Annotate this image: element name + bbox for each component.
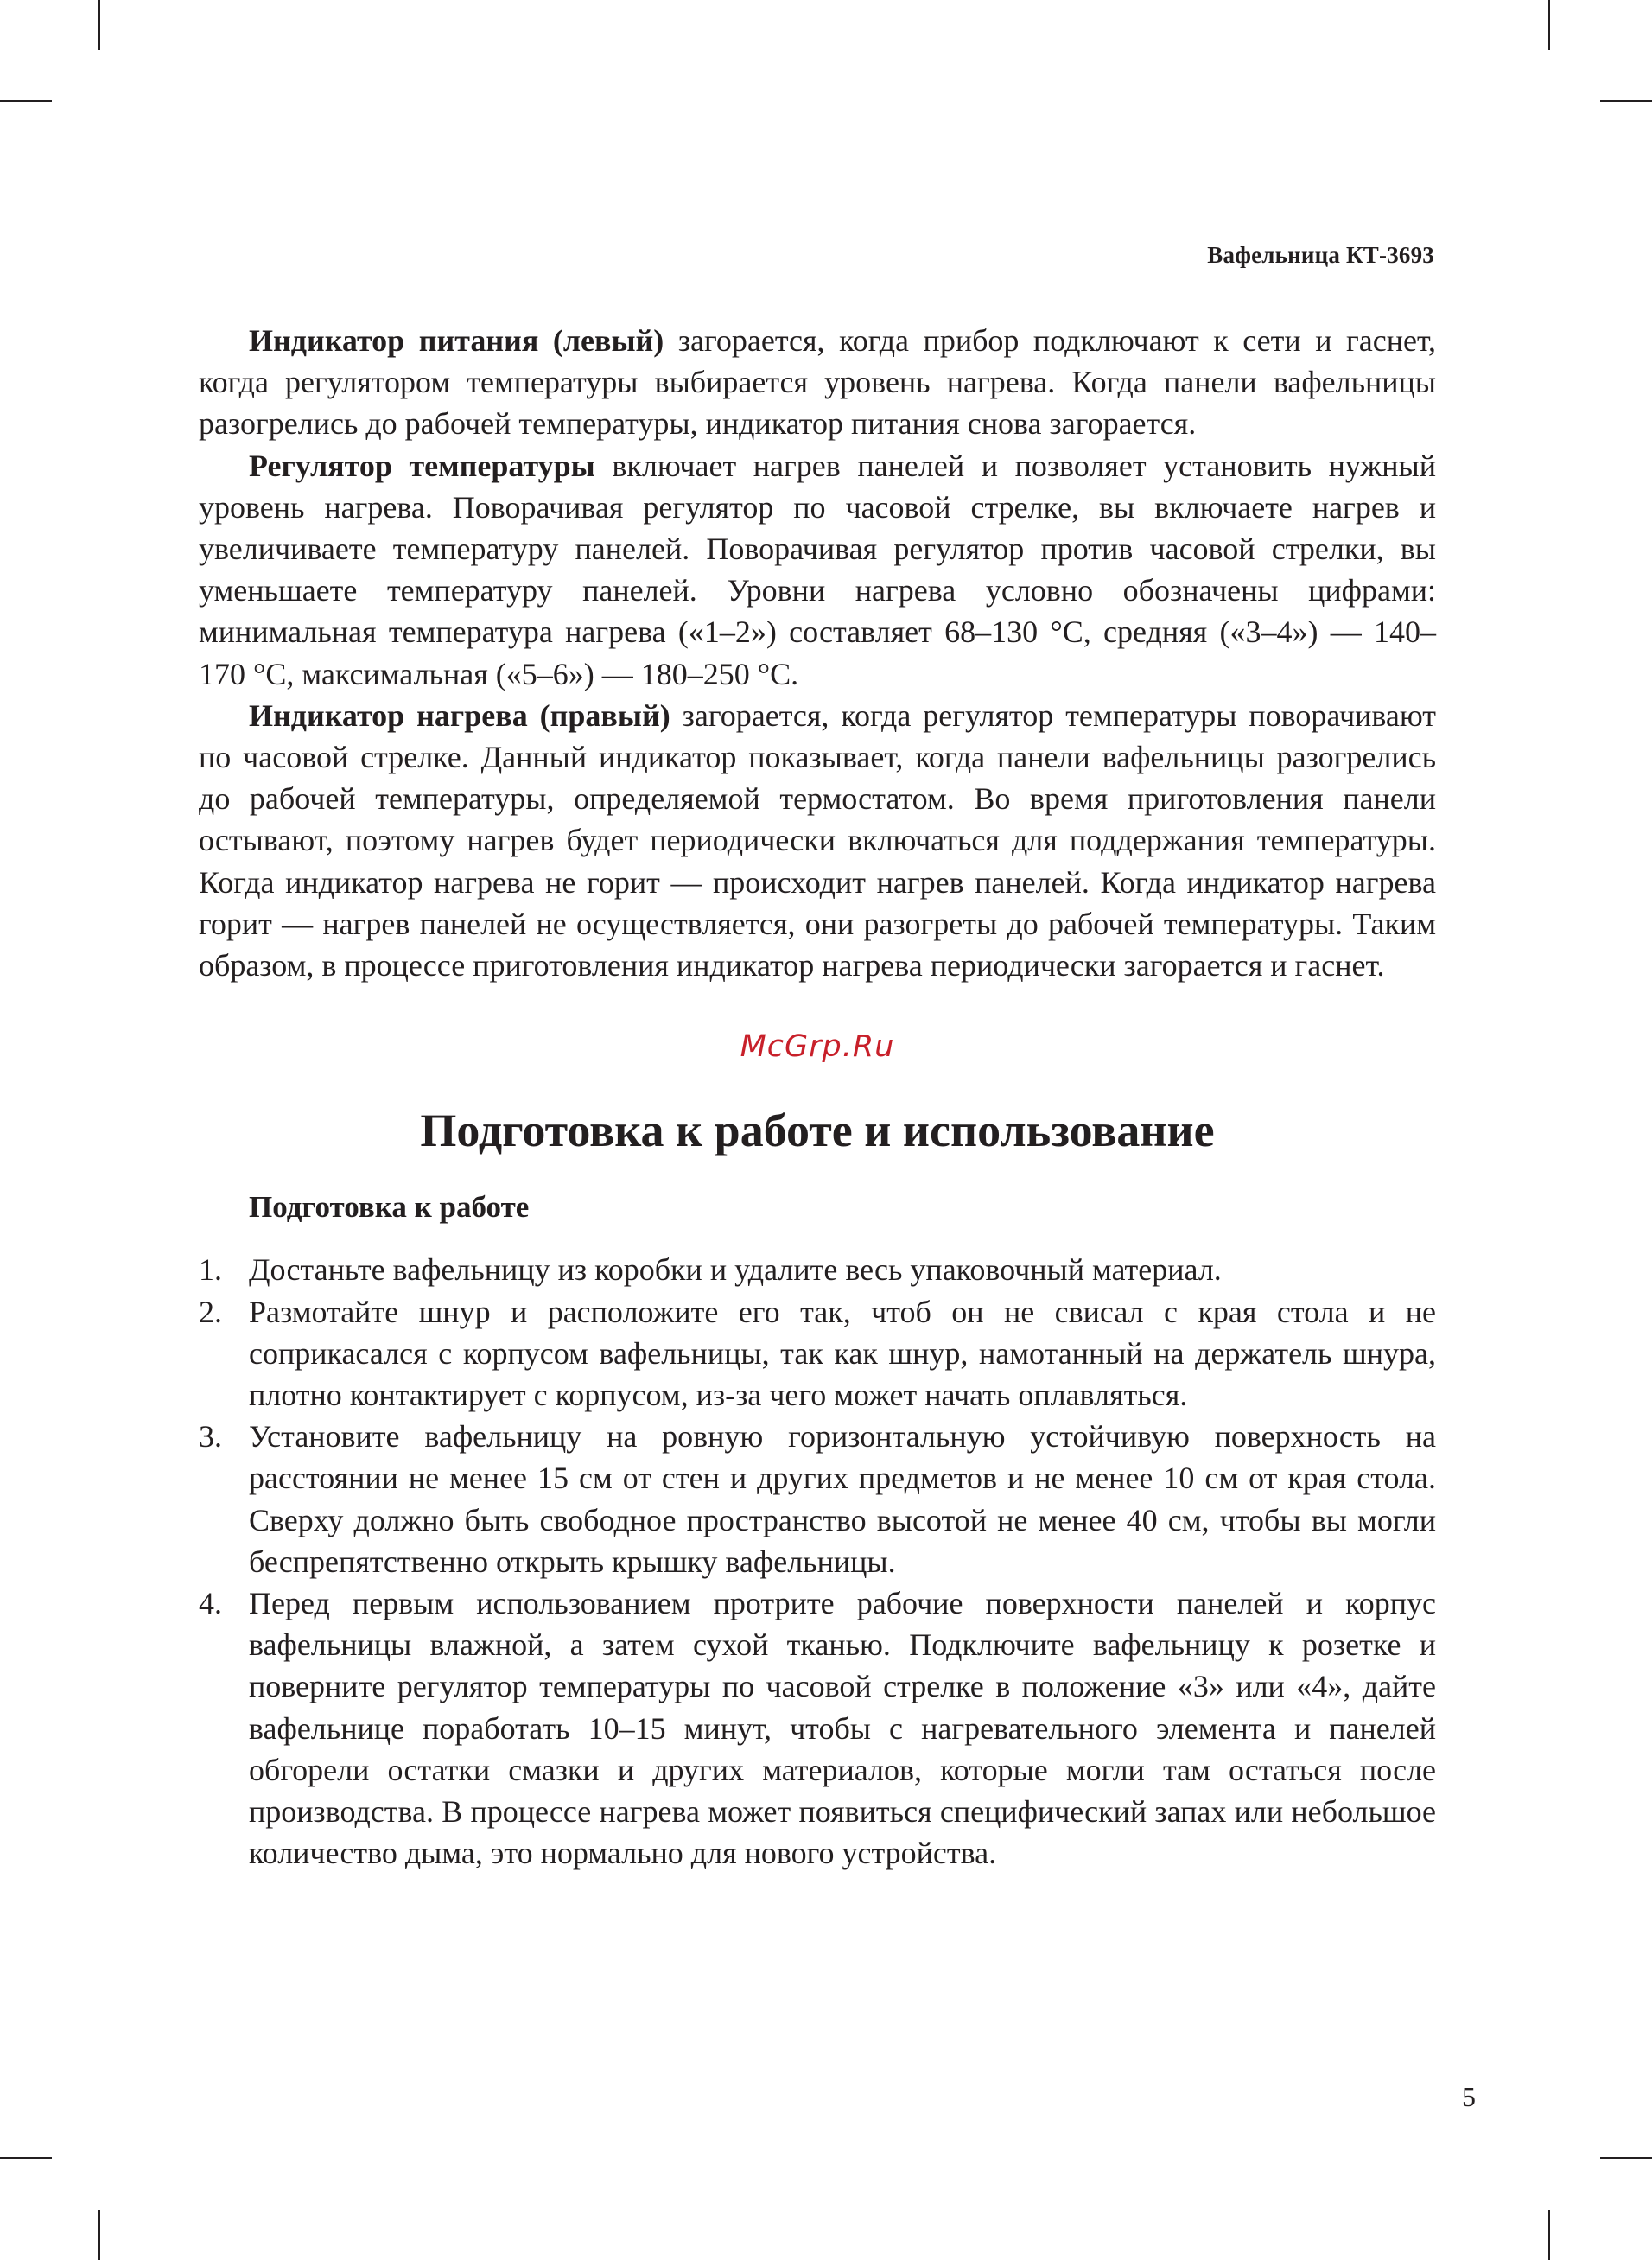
crop-mark [1548, 2210, 1550, 2260]
crop-mark [0, 100, 52, 102]
term-heating-indicator: Индикатор нагрева (правый) [249, 697, 670, 733]
crop-mark [98, 2210, 100, 2260]
crop-mark [1548, 0, 1550, 50]
list-item [199, 1416, 1436, 1582]
crop-mark [1600, 2157, 1652, 2159]
term-temperature-regulator: Регулятор температуры [249, 448, 595, 483]
list-item-number: 3. [199, 1419, 222, 1455]
crop-mark [0, 2157, 52, 2159]
paragraph-power-indicator [199, 320, 1436, 445]
paragraph-text: включает нагрев панелей и позволяет установить нужный уровень нагрева. Поворачивая регулятор по часовой стрелке, вы включаете нагрев и увеличиваете температуру панелей. Поворачивая регулятор против часовой стрелки, вы уменьшаете температуру панелей. Уровни нагрева условно обозначены цифрами: минимальная температура нагрева («1–2») составляет 68–130 °С, средняя («3–4») — 140–170 °С, максимальная («5–6») — 180–250 °С. [199, 448, 1436, 691]
steps-list [199, 1249, 1436, 1874]
paragraph-text: загорается, когда прибор подключают к сети и гаснет, когда регулятором температуры выбирается уровень нагрева. Когда панели вафельницы разогрелись до рабочей температуры, индикатор питания снова загорается. [199, 323, 1436, 442]
list-item [199, 1249, 1436, 1290]
list-item-text: Размотайте шнур и расположите его так, чтоб он не свисал с края стола и не соприкасался с корпусом вафельницы, так как шнур, намотанный на держатель шнура, плотно контактирует с корпусом, из-за чего может начать оплавляться. [249, 1294, 1436, 1413]
crop-mark [1600, 100, 1652, 102]
page-content [199, 320, 1436, 1875]
paragraph-heating-indicator [199, 695, 1436, 986]
list-item [199, 1582, 1436, 1874]
list-item-text: Установите вафельницу на ровную горизонтальную устойчивую поверхность на расстоянии не менее 15 см от стен и других предметов и не менее 10 см от края стола. Сверху должно быть свободное пространство высотой не менее 40 см, чтобы вы могли беспрепятственно открыть крышку вафельницы. [249, 1419, 1436, 1579]
running-header: Вафельница КТ-3693 [1207, 242, 1434, 268]
list-item-text: Перед первым использованием протрите рабочие поверхности панелей и корпус вафельницы влажной, а затем сухой тканью. Подключите вафельницу к розетке и поверните регулятор температуры по часовой стрелке в положение «3» или «4», дайте вафельнице поработать 10–15 минут, чтобы с нагревательного элемента и панелей обгорели остатки смазки и других материалов, которые могли там остаться после производства. В процессе нагрева может появиться специфический запах или небольшое количество дыма, это нормально для нового устройства. [249, 1586, 1436, 1871]
list-item-text: Достаньте вафельницу из коробки и удалите весь упаковочный материал. [249, 1252, 1222, 1288]
crop-mark [98, 0, 100, 50]
subsection-title: Подготовка к работе [249, 1190, 530, 1225]
list-item-number: 2. [199, 1294, 222, 1329]
term-power-indicator: Индикатор питания (левый) [249, 323, 664, 358]
paragraph-text: загорается, когда регулятор температуры поворачивают по часовой стрелке. Данный индикатор показывает, когда панели вафельницы разогрелись до рабочей температуры, определяемой термостатом. Во время приготовления панели остывают, поэтому нагрев будет периодически включаться для поддержания температуры. Когда индикатор нагрева не горит — происходит нагрев панелей. Когда индикатор нагрева горит — нагрев панелей не осуществляется, они разогреты до рабочей температуры. Таким образом, в процессе приготовления индикатор нагрева периодически загорается и гаснет. [199, 697, 1436, 984]
list-item-number: 1. [199, 1252, 222, 1288]
page-number: 5 [1462, 2081, 1476, 2112]
watermark: McGrp.Ru [740, 1029, 895, 1065]
list-item-number: 4. [199, 1586, 222, 1621]
paragraph-temperature-regulator [199, 445, 1436, 695]
section-title: Подготовка к работе и использование [420, 1105, 1215, 1157]
list-item [199, 1291, 1436, 1416]
